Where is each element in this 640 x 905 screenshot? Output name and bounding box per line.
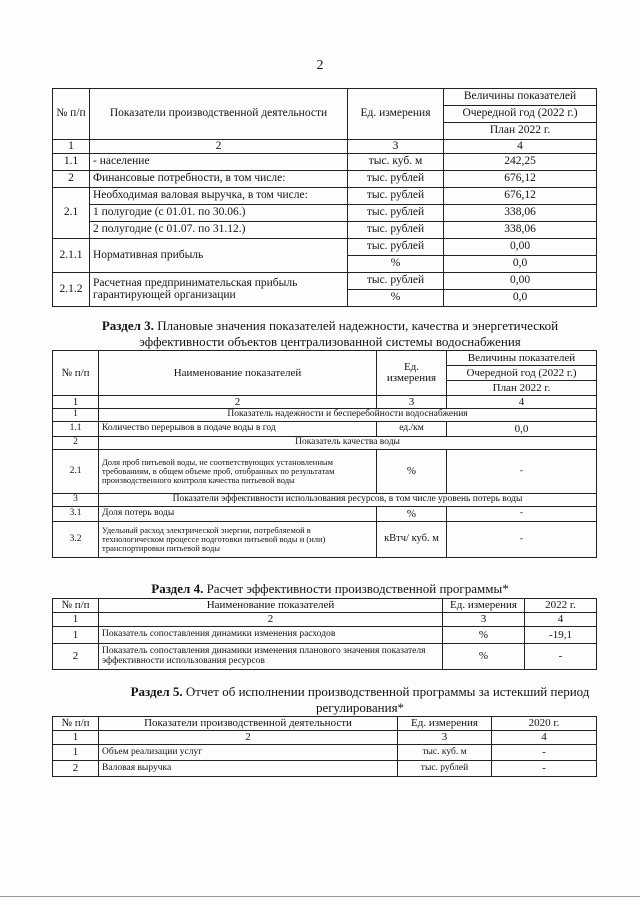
group-row (53, 409, 597, 422)
row-num: 3.1 (53, 507, 99, 522)
section-5-label: Раздел 5. (130, 684, 183, 699)
header-unit: Ед. измерения (348, 89, 444, 140)
row-name: 2 полугодие (с 01.07. по 31.12.) (90, 222, 348, 239)
row-value: - (447, 450, 597, 494)
header-next-year: Очередной год (2022 г.) (444, 106, 597, 123)
index-cell: 4 (447, 396, 597, 409)
group-title: Показатели эффективности использования ресурсов, в том числе уровень потерь воды (99, 494, 597, 507)
index-cell: 4 (444, 140, 597, 154)
index-cell: 2 (99, 731, 398, 745)
production-indicators-table (52, 88, 597, 307)
row-name: Доля потерь воды (99, 507, 377, 522)
index-cell: 1 (53, 396, 99, 409)
table-row (53, 422, 597, 437)
table-row (53, 745, 597, 761)
row-num: 2.1 (53, 188, 90, 239)
header-unit: Ед. измерения (443, 599, 525, 613)
section-4-heading (60, 581, 600, 597)
row-unit: тыс. рублей (398, 761, 492, 777)
row-value: 0,0 (444, 290, 597, 307)
group-title: Показатель надежности и бесперебойности водоснабжения (99, 409, 597, 422)
table-row (53, 522, 597, 558)
header-name: Показатели производственной деятельности (90, 89, 348, 140)
row-unit: % (377, 450, 447, 494)
table-row (53, 205, 597, 222)
index-cell: 4 (492, 731, 597, 745)
index-cell: 3 (443, 613, 525, 627)
table-row (53, 171, 597, 188)
row-name: Валовая выручка (99, 761, 398, 777)
index-cell: 2 (90, 140, 348, 154)
row-num: 2.1.1 (53, 239, 90, 273)
row-value: 0,0 (444, 256, 597, 273)
row-value: - (492, 745, 597, 761)
row-value: 242,25 (444, 154, 597, 171)
group-title: Показатель качества воды (99, 437, 597, 450)
row-name: Удельный расход электрической энергии, потребляемой в технологическом процессе подготовки питьевой воды и (или) транспортировки питьевой воды (99, 522, 377, 558)
row-num: 1 (53, 627, 99, 644)
section-3-label: Раздел 3. (101, 318, 154, 333)
group-num: 3 (53, 494, 99, 507)
section-5-heading (110, 684, 610, 716)
section-4-title: Расчет эффективности производственной программы* (206, 581, 509, 596)
table-row (53, 273, 597, 290)
index-cell: 1 (53, 140, 90, 154)
row-value: 0,00 (444, 273, 597, 290)
row-value: 676,12 (444, 188, 597, 205)
row-unit: ед./км (377, 422, 447, 437)
index-cell: 1 (53, 613, 99, 627)
row-unit: тыс. рублей (348, 239, 444, 256)
row-unit: тыс. рублей (348, 205, 444, 222)
page-bottom-edge (0, 896, 640, 897)
table-row (53, 644, 597, 670)
row-num: 2 (53, 171, 90, 188)
index-cell: 2 (99, 396, 377, 409)
row-unit: % (443, 644, 525, 670)
header-unit: Ед. измерения (398, 717, 492, 731)
header-num: № п/п (53, 89, 90, 140)
header-values: Величины показателей (444, 89, 597, 106)
group-row (53, 494, 597, 507)
header-num: № п/п (53, 717, 99, 731)
header-name: Показатели производственной деятельности (99, 717, 398, 731)
index-cell: 2 (99, 613, 443, 627)
row-num: 3.2 (53, 522, 99, 558)
row-num: 1 (53, 745, 99, 761)
group-num: 1 (53, 409, 99, 422)
row-num: 2.1 (53, 450, 99, 494)
section-3-heading (60, 318, 600, 350)
index-cell: 1 (53, 731, 99, 745)
header-name: Наименование показателей (99, 351, 377, 396)
table-row (53, 239, 597, 256)
table-row (53, 627, 597, 644)
row-unit: кВтч/ куб. м (377, 522, 447, 558)
header-values: Величины показателей (447, 351, 597, 366)
row-unit: % (348, 256, 444, 273)
index-cell: 3 (398, 731, 492, 745)
row-name: - население (90, 154, 348, 171)
row-unit: тыс. куб. м (398, 745, 492, 761)
row-name: Необходимая валовая выручка, в том числе: (90, 188, 348, 205)
index-cell: 4 (525, 613, 597, 627)
section-5-title: Отчет об исполнении производственной программы за истекший период регулирования* (185, 684, 590, 715)
row-unit: % (377, 507, 447, 522)
row-value: 338,06 (444, 205, 597, 222)
row-num: 2 (53, 644, 99, 670)
row-name: Объем реализации услуг (99, 745, 398, 761)
row-unit: % (443, 627, 525, 644)
page-number: 2 (316, 58, 324, 73)
header-year: 2022 г. (525, 599, 597, 613)
table-row (53, 154, 597, 171)
row-name: Показатель сопоставления динамики изменения расходов (99, 627, 443, 644)
row-unit: тыс. рублей (348, 273, 444, 290)
row-num: 2.1.2 (53, 273, 90, 307)
header-num: № п/п (53, 599, 99, 613)
row-name: Количество перерывов в подаче воды в год (99, 422, 377, 437)
index-cell: 3 (348, 140, 444, 154)
row-value: 0,0 (447, 422, 597, 437)
group-row (53, 437, 597, 450)
header-num: № п/п (53, 351, 99, 396)
efficiency-table (52, 598, 597, 670)
row-name: Финансовые потребности, в том числе: (90, 171, 348, 188)
row-name: 1 полугодие (с 01.01. по 30.06.) (90, 205, 348, 222)
row-value: - (525, 644, 597, 670)
row-name: Расчетная предпринимательская прибыль гарантирующей организации (90, 273, 348, 307)
row-name: Нормативная прибыль (90, 239, 348, 273)
section-3-title: Плановые значения показателей надежности, качества и энергетической эффективности объектов централизованной системы водоснабжения (139, 318, 559, 349)
row-name: Показатель сопоставления динамики изменения планового значения показателя эффективности использования ресурсов (99, 644, 443, 670)
row-name: Доля проб питьевой воды, не соответствующих установленным требованиям, в общем объеме проб, отобранных по результатам производственного контроля качества питьевой воды (99, 450, 377, 494)
table-row (53, 222, 597, 239)
row-num: 1.1 (53, 422, 99, 437)
row-num: 2 (53, 761, 99, 777)
row-unit: тыс. рублей (348, 171, 444, 188)
row-unit: % (348, 290, 444, 307)
table-row (53, 761, 597, 777)
row-unit: тыс. куб. м (348, 154, 444, 171)
header-plan: План 2022 г. (447, 381, 597, 396)
row-value: 676,12 (444, 171, 597, 188)
header-unit: Ед. измерения (377, 351, 447, 396)
execution-report-table (52, 716, 597, 777)
reliability-indicators-table (52, 350, 597, 558)
group-num: 2 (53, 437, 99, 450)
header-next-year: Очередной год (2022 г.) (447, 366, 597, 381)
table-row (53, 507, 597, 522)
row-value: - (492, 761, 597, 777)
header-year: 2020 г. (492, 717, 597, 731)
row-unit: тыс. рублей (348, 188, 444, 205)
row-value: 0,00 (444, 239, 597, 256)
header-plan: План 2022 г. (444, 123, 597, 140)
row-num: 1.1 (53, 154, 90, 171)
index-cell: 3 (377, 396, 447, 409)
section-4-label: Раздел 4. (151, 581, 204, 596)
header-name: Наименование показателей (99, 599, 443, 613)
row-unit: тыс. рублей (348, 222, 444, 239)
row-value: 338,06 (444, 222, 597, 239)
row-value: - (447, 507, 597, 522)
table-row (53, 450, 597, 494)
row-value: -19,1 (525, 627, 597, 644)
row-value: - (447, 522, 597, 558)
table-row (53, 188, 597, 205)
